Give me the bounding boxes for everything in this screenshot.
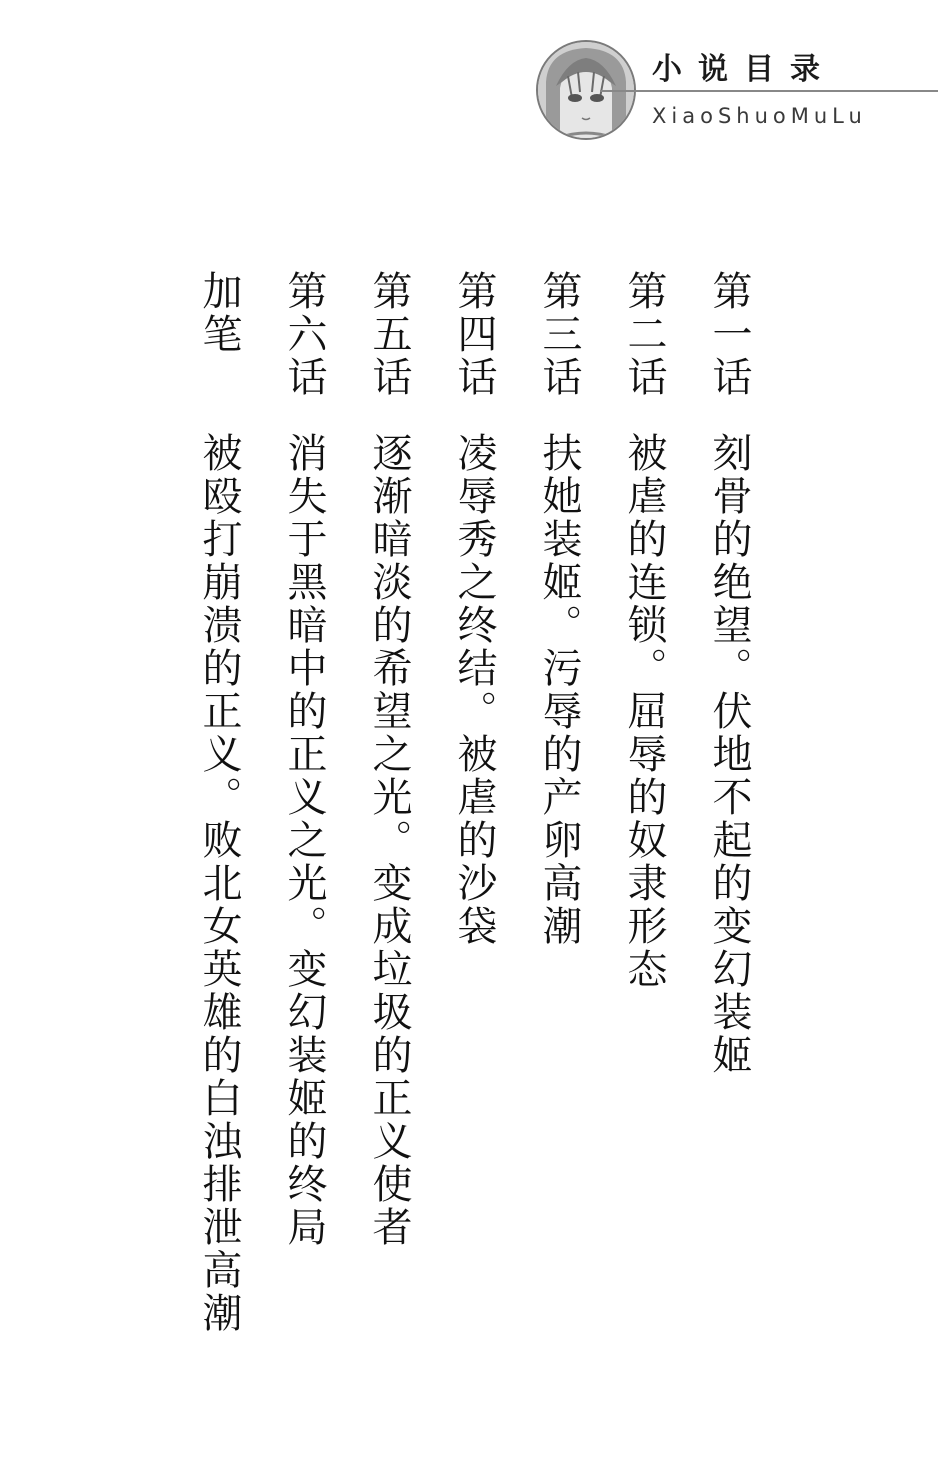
chapter-title: 消失于黑暗中的正义之光。变幻装姬的终局: [281, 432, 327, 1249]
chapter-title: 被虐的连锁。屈辱的奴隶形态: [621, 432, 667, 991]
chapter-title: 逐渐暗淡的希望之光。变成垃圾的正义使者: [366, 432, 412, 1249]
page-title: 小说目录: [652, 52, 836, 87]
chapter-label: 第三话: [536, 270, 582, 399]
title-divider: [600, 90, 938, 92]
chapter-label: 第六话: [281, 270, 327, 399]
chapter-label: 第二话: [621, 270, 667, 399]
chapter-title: 刻骨的绝望。伏地不起的变幻装姬: [706, 432, 752, 1077]
chapter-title: 被殴打崩溃的正义。败北女英雄的白浊排泄高潮: [196, 432, 242, 1335]
header: [0, 0, 940, 170]
table-of-contents: [0, 270, 940, 1335]
page-subtitle: XiaoShuoMuLu: [652, 104, 867, 128]
chapter-label: 第五话: [366, 270, 412, 399]
chapter-label: 加笔: [196, 270, 242, 356]
chapter-title: 凌辱秀之终结。被虐的沙袋: [451, 432, 497, 948]
chapter-label: 第一话: [706, 270, 752, 399]
chapter-title: 扶她装姬。污辱的产卵高潮: [536, 432, 582, 948]
chapter-label: 第四话: [451, 270, 497, 399]
